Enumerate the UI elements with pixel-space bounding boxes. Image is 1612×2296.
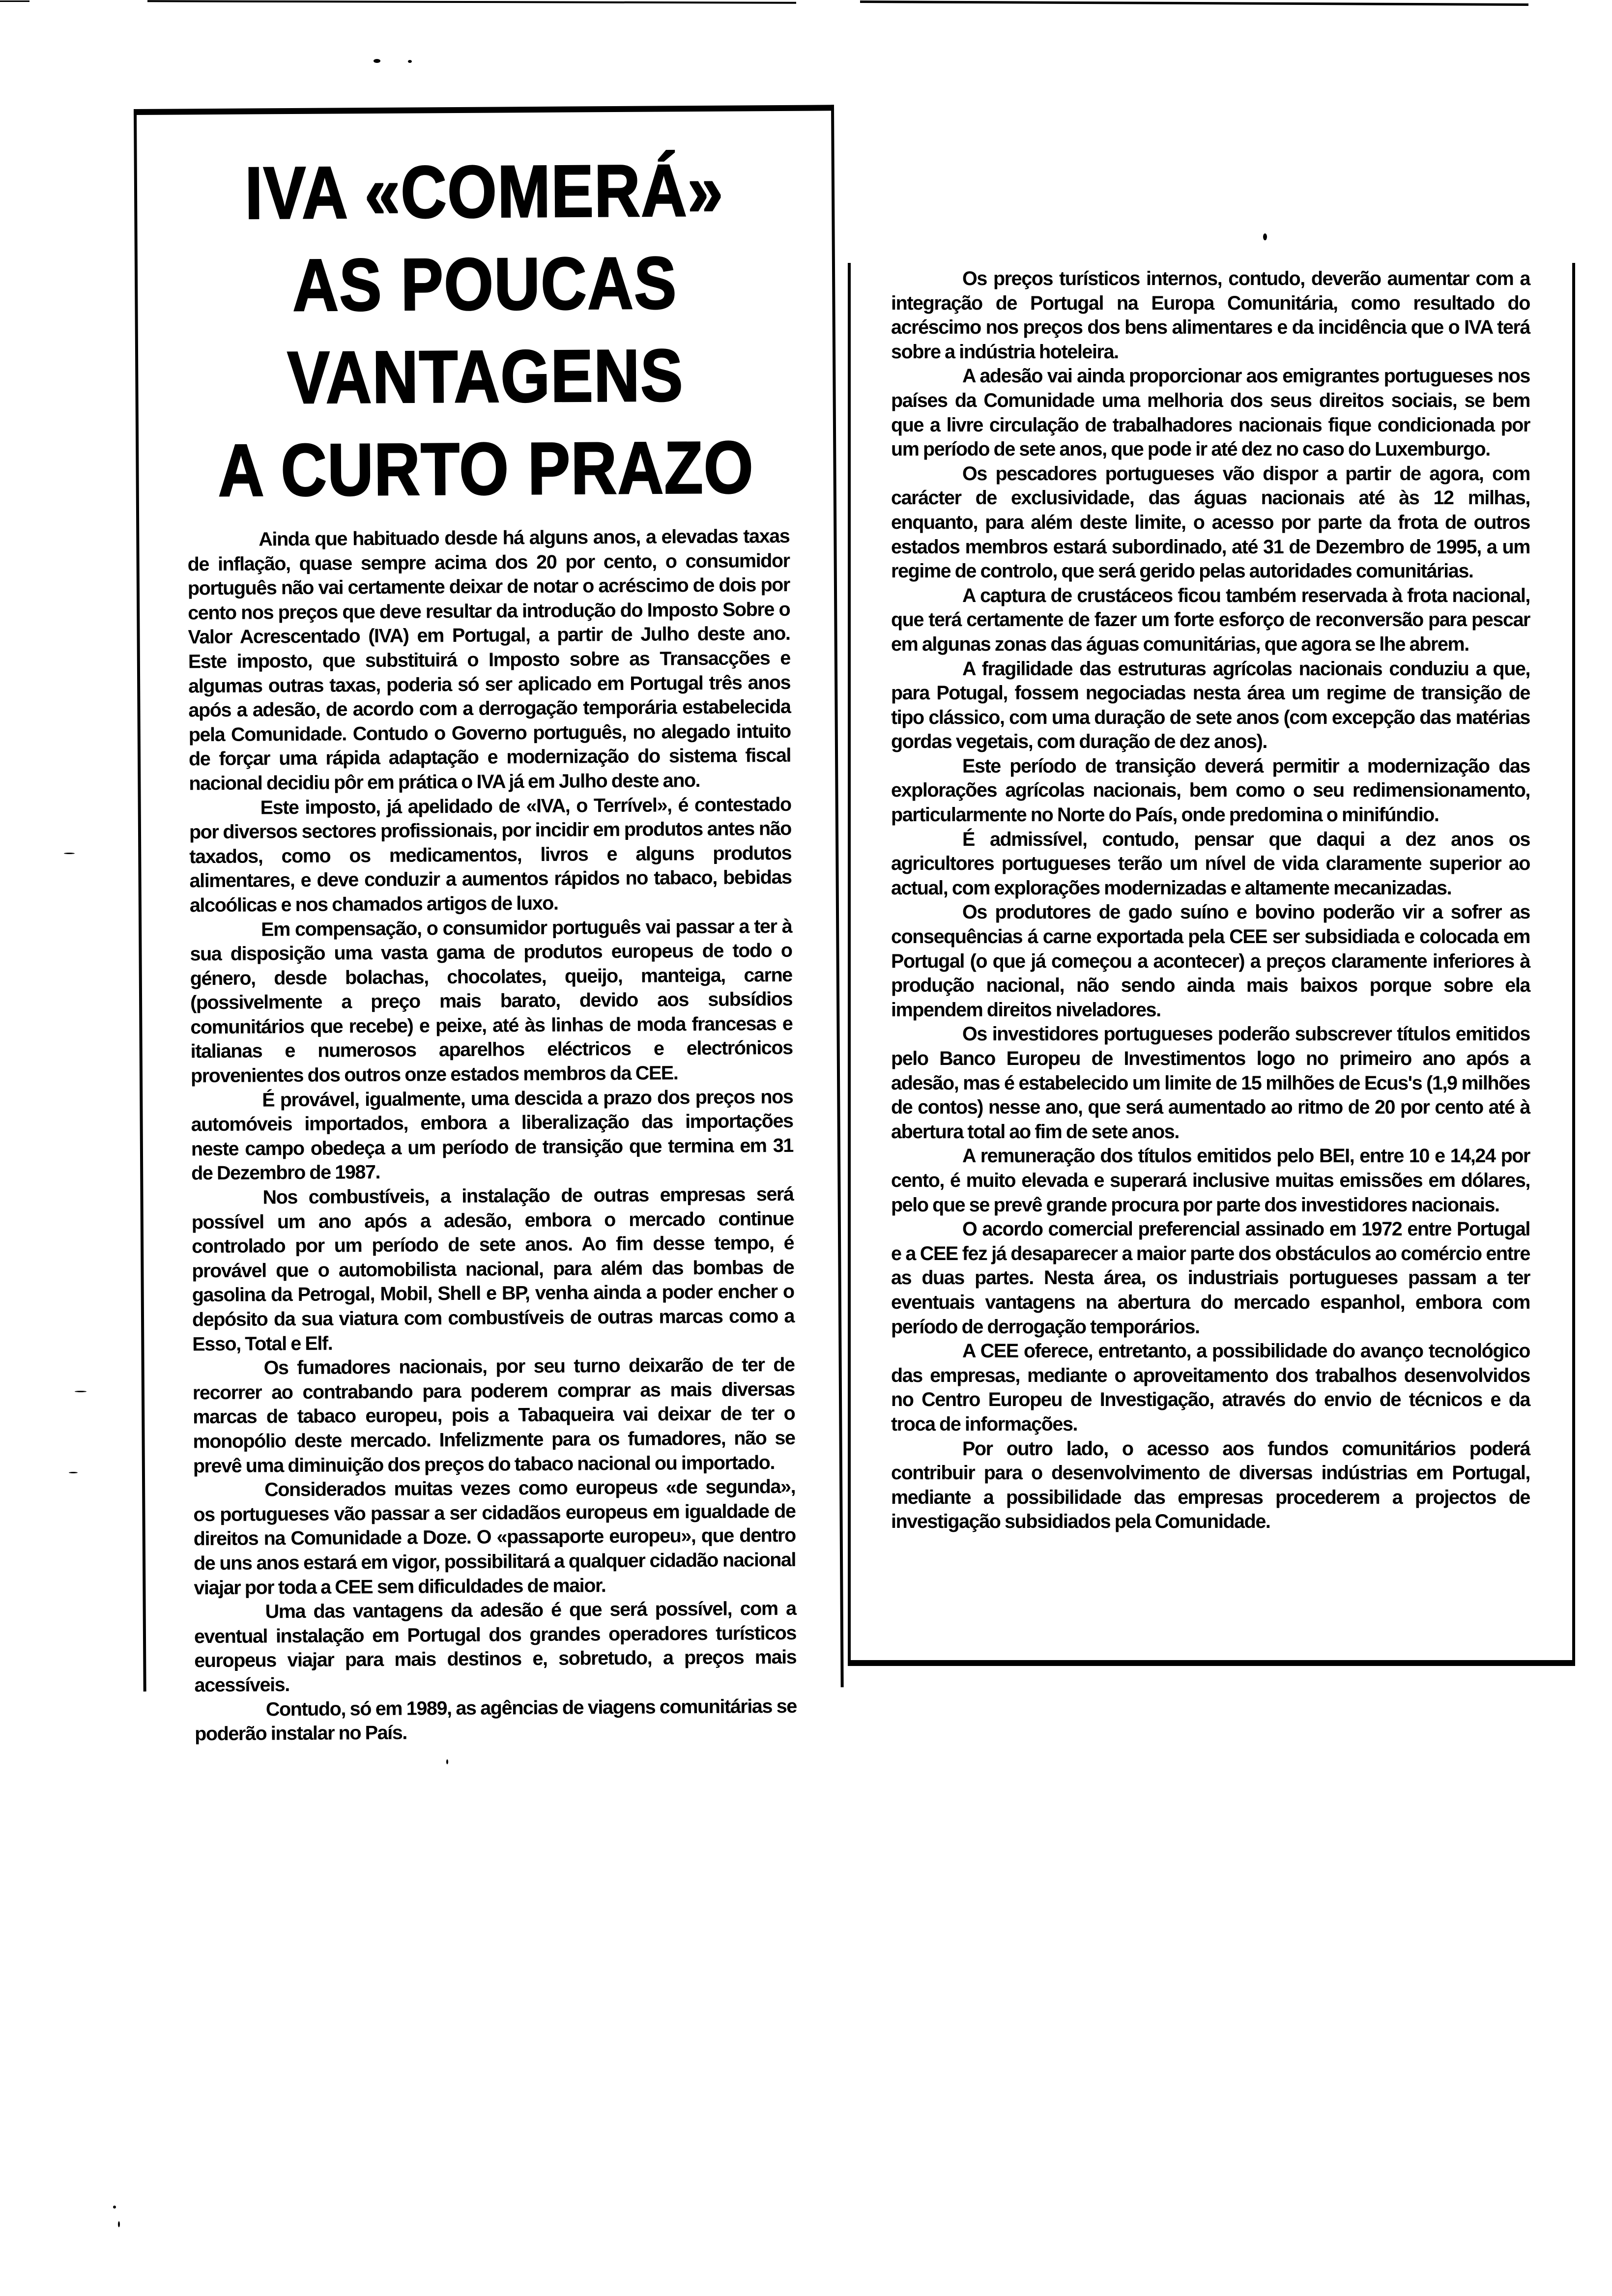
- left-column-body: [187, 524, 797, 1747]
- body-paragraph: Nos combustíveis, a instalação de outras empresas será possível um ano após a adesão, embora o mercado continue controlado por um período de sete anos. Ao fim desse tempo, é provável que o automobilista nacional, para além das bombas de gasolina da Petrogal, Mobil, Shell e BP, venha ainda a poder encher o depósito da sua viatura com combustíveis de outras marcas como a Esso, Total e Elf.: [191, 1183, 795, 1355]
- body-paragraph: A adesão vai ainda proporcionar aos emigrantes portugueses nos países da Comunidade uma melhoria dos seus direitos sociais, se bem que a livre circulação de trabalhadores nacionais fique condicionada por um período de sete anos, que pode ir até dez no caso do Luxemburgo.: [891, 365, 1530, 460]
- right-column-body: [891, 267, 1530, 1534]
- body-paragraph: Os preços turísticos internos, contudo, deverão aumentar com a integração de Portugal na Europa Comunitária, como resultado do acréscimo nos preços dos bens alimentares e da incidência que o IVA terá sobre a indústria hoteleira.: [891, 268, 1530, 363]
- scan-speck: [374, 59, 380, 63]
- scan-edge-rule: [860, 0, 1528, 6]
- headline-line: A CURTO PRAZO: [218, 426, 754, 512]
- body-paragraph: A CEE oferece, entretanto, a possibilidade do avanço tecnológico das empresas, mediante o aproveitamento dos trabalhos desenvolvidos no Centro Europeu de Investigação, através do envio de técnicos e da troca de informações.: [891, 1340, 1530, 1435]
- body-paragraph: Os pescadores portugueses vão dispor a partir de agora, com carácter de exclusividade, das águas nacionais até às 12 milhas, enquanto, para além deste limite, o acesso por parte da frota de outros estados membros estará subordinado, até 31 de Dezembro de 1995, a um regime de controlo, que será gerido pelas autoridades comunitárias.: [891, 462, 1530, 582]
- body-paragraph: Em compensação, o consumidor português vai passar a ter à sua disposição uma vasta gama de produtos europeus de todo o género, desde bolachas, chocolates, queijo, manteiga, carne (possivelmente a preço mais barato, devido aos subsídios comunitários que recebe) e peixe, até às linhas de moda francesas e italianas e numerosos aparelhos eléctricos e electrónicos provenientes dos outros onze estados membros da CEE.: [190, 915, 793, 1087]
- headline-line: IVA «COMERÁ»: [245, 148, 724, 234]
- body-paragraph: A captura de crustáceos ficou também reservada à frota nacional, que terá certamente de fazer um forte esforço de reconversão para pescar em algunas zonas das águas comunitárias, que agora se lhe abrem.: [891, 584, 1530, 655]
- scan-edge-rule: [0, 0, 29, 2]
- body-paragraph: Ainda que habituado desde há alguns anos, a elevadas taxas de inflação, quase sempre acima dos 20 por cento, o consumidor português não vai certamente deixar de notar o acréscimo de dois por cento nos preços que deve resultar da introdução do Imposto Sobre o Valor Acrescentado (IVA) em Portugal, a partir de Julho deste ano. Este imposto, que substituirá o Imposto sobre as Transacções e algumas outras taxas, poderia só ser aplicado em Portugal três anos após a adesão, de acordo com a derrogação temporária estabelecida pela Comunidade. Contudo o Governo português, no alegado intuito de forçar uma rápida adaptação e modernização do sistema fiscal nacional decidiu pôr em prática o IVA já em Julho deste ano.: [187, 525, 791, 795]
- scan-speck: [446, 1759, 448, 1764]
- body-paragraph: É admissível, contudo, pensar que daqui a dez anos os agricultores portugueses terão um nível de vida claramente superior ao actual, com explorações modernizadas e altamente mecanizadas.: [891, 828, 1530, 899]
- body-paragraph: Por outro lado, o acesso aos fundos comunitários poderá contribuir para o desenvolvimento de diversas indústrias em Portugal, mediante a possibilidade das empresas procederem a projectos de investigação subsidiados pela Comunidade.: [891, 1437, 1530, 1533]
- body-paragraph: Este imposto, já apelidado de «IVA, o Terrível», é contestado por diversos sectores profissionais, por incidir em produtos antes não taxados, como os medicamentos, livros e alguns produtos alimentares, e deve conduzir a aumentos rápidos no tabaco, bebidas alcoólicas e nos chamados artigos de luxo.: [189, 793, 792, 917]
- body-paragraph: Contudo, só em 1989, as agências de viagens comunitárias se poderão instalar no País.: [195, 1695, 797, 1745]
- scan-speck: [64, 853, 75, 854]
- article-left-box: [134, 105, 844, 1745]
- body-paragraph: A remuneração dos títulos emitidos pelo BEI, entre 10 e 14,24 por cento, é muito elevada e superará inclusive muitas emissões em dólares, pelo que se prevê grande procura por parte dos investidores nacionais.: [891, 1145, 1530, 1216]
- scan-speck: [69, 1472, 78, 1473]
- scan-speck: [113, 2206, 116, 2209]
- scan-edge-rule: [147, 0, 796, 3]
- scan-speck: [75, 1391, 86, 1392]
- body-paragraph: A fragilidade das estruturas agrícolas nacionais conduziu a que, para Potugal, fossem negociadas nesta área um regime de transição de tipo clássico, com uma duração de sete anos (com excepção das matérias gordas vegetais, com duração de dez anos).: [891, 658, 1530, 753]
- scan-speck: [408, 60, 412, 63]
- headline-line: VANTAGENS: [287, 334, 684, 419]
- body-paragraph: O acordo comercial preferencial assinado em 1972 entre Portugal e a CEE fez já desaparecer a maior parte dos obstáculos ao comércio entre as duas partes. Nesta área, os industriais portugueses passam a ter eventuais vantagens na abertura do mercado espanhol, embora com período de derrogação temporários.: [891, 1218, 1530, 1338]
- body-paragraph: É provável, igualmente, uma descida a prazo dos preços nos automóveis importados, embora a liberalização das importações neste campo obedeça a um período de transição que termina em 31 de Dezembro de 1987.: [191, 1086, 794, 1184]
- body-paragraph: Os fumadores nacionais, por seu turno deixarão de ter de recorrer ao contrabando para poderem comprar as mais diversas marcas de tabaco europeu, pois a Tabaqueira vai deixar de ter o monopólio deste mercado. Infelizmente para os fumadores, não se prevê uma diminuição dos preços do tabaco nacional ou importado.: [192, 1354, 795, 1477]
- body-paragraph: Uma das vantagens da adesão é que será possível, com a eventual instalação em Portugal dos grandes operadores turísticos europeus viajar para mais destinos e, sobretudo, a preços mais acessíveis.: [194, 1597, 797, 1696]
- article-headline: [137, 111, 834, 512]
- scan-speck: [1263, 233, 1267, 240]
- scan-speck: [118, 2221, 120, 2227]
- article-right-box: [848, 263, 1575, 1666]
- body-paragraph: Os investidores portugueses poderão subscrever títulos emitidos pelo Banco Europeu de Investimentos logo no primeiro ano após a adesão, mas é estabelecido um limite de 15 milhões de Ecus's (1,9 milhões de contos) nesse ano, que será aumentado ao ritmo de 20 por cento até à abertura total ao fim de sete anos.: [891, 1023, 1530, 1143]
- body-paragraph: Os produtores de gado suíno e bovino poderão vir a sofrer as consequências á carne exportada pela CEE ser subsidiada e colocada em Portugal (o que já começou a acontecer) a preços claramente inferiores à produção nacional, não sendo ainda mais baixos porque sobre ela impendem direitos niveladores.: [891, 901, 1530, 1021]
- headline-line: AS POUCAS: [292, 241, 678, 327]
- body-paragraph: Este período de transição deverá permitir a modernização das explorações agrícolas nacionais, bem como o seu redimensionamento, particularmente no Norte do País, onde predomina o minifúndio.: [891, 755, 1530, 826]
- body-paragraph: Considerados muitas vezes como europeus «de segunda», os portugueses vão passar a ser cidadãos europeus em igualdade de direitos na Comunidade a Doze. O «passaporte europeu», que dentro de uns anos estará em vigor, possibilitará a qualquer cidadão nacional viajar por toda a CEE sem dificuldades de maior.: [193, 1475, 796, 1599]
